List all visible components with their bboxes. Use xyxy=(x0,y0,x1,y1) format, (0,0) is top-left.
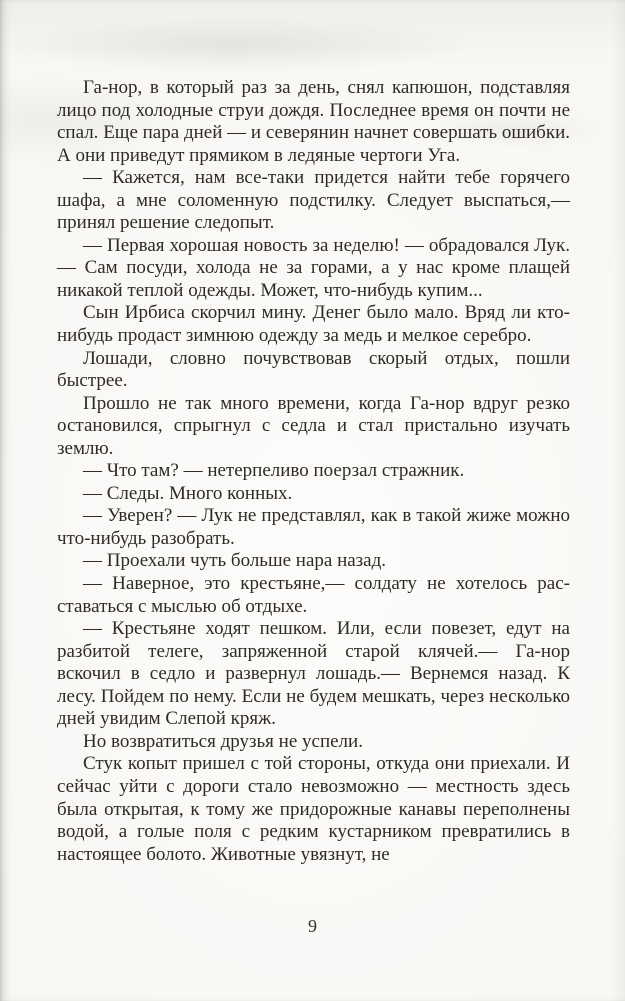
page-number: 9 xyxy=(308,916,317,936)
paragraph: Прошло не так много времени, когда Га-нор вдруг резко остановился, спрыгнул с седла и стал пристально изучать землю. xyxy=(57,392,570,459)
paragraph: Стук копыт пришел с той стороны, откуда они приехали. И сейчас уйти с дороги стало невозможно — местность здесь была открытая, к тому же придорожные канавы переполнены водой, а голые поля с редким кустарником превратились в настоящее болото. Животные увязнут, не xyxy=(57,753,570,865)
paragraph: — Наверное, это крестьяне,— солдату не хотелось расставаться с мыслью об отдыхе. xyxy=(57,573,570,617)
paragraph: — Что там? — нетерпеливо поерзал стражник. xyxy=(83,460,465,482)
paragraph: Но возвратиться друзья не успели. xyxy=(83,730,363,752)
paragraph: — Кажется, нам все-таки придется найти тебе горячего шафа, а мне соломенную подстилку. Следует выспаться,— принял решение следопыт. xyxy=(57,167,570,234)
paragraph: — Проехали чуть больше нара назад. xyxy=(83,550,387,572)
paragraph: Сын Ирбиса скорчил мину. Денег было мало. Вряд ли кто-нибудь продаст зимнюю одежду за медь и мелкое серебро. xyxy=(57,302,570,347)
paragraph: — Крестьяне ходят пешком. Или, если повезет, едут на разбитой телеге, запряженной старой клячей.— Га-нор вскочил в седло и развернул лошадь.— Вернемся назад. К лесу. Пойдем по нему. Если не будем мешкать, через несколько дней увидим Слепой кряж. xyxy=(57,618,570,730)
paragraph: Лошади, словно почувствовав скорый отдых, пошли быстрее. xyxy=(57,347,570,392)
page-text xyxy=(57,77,570,866)
paragraph: Га-нор, в который раз за день, снял капюшон, подставляя лицо под холодные струи дождя. Последнее время он почти не спал. Еще пара дней — и северянин начнет совершать ошибки. А они приведут прямиком в ледяные чертоги Уга. xyxy=(57,77,570,166)
paragraph: — Уверен? — Лук не представлял, как в такой жиже можно что-нибудь разобрать. xyxy=(57,505,570,549)
paragraph: — Следы. Много конных. xyxy=(83,482,293,504)
paragraph: — Первая хорошая новость за неделю! — обрадовался Лук.— Сам посуди, холода не за горами, а у нас кроме плащей никакой теплой одежды. Может, что-нибудь купим... xyxy=(57,234,570,301)
